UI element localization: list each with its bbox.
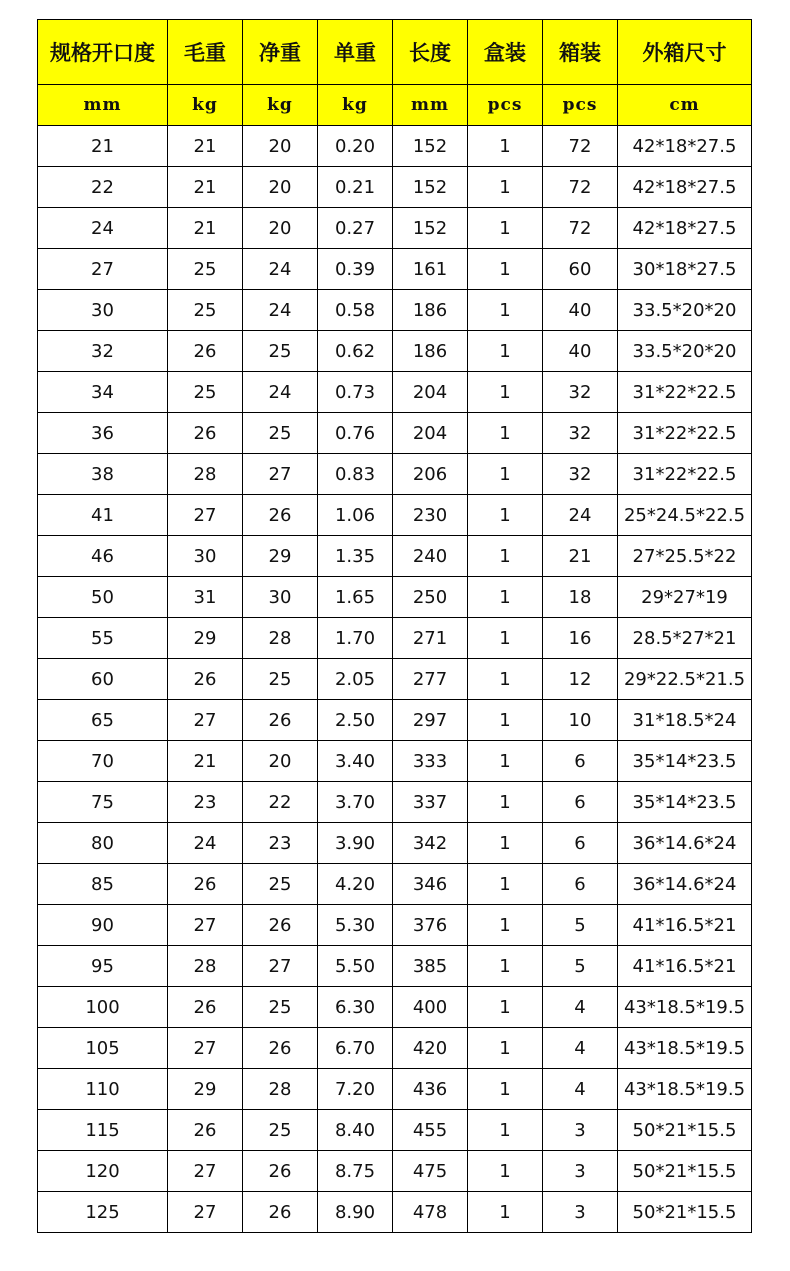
table-cell: 25 [243,659,318,700]
table-cell: 1 [468,413,543,454]
table-cell: 6 [543,741,618,782]
table-cell: 4 [543,987,618,1028]
table-cell: 105 [38,1028,168,1069]
table-cell: 3.40 [318,741,393,782]
table-cell: 27 [168,1192,243,1233]
table-cell: 186 [393,331,468,372]
table-cell: 43*18.5*19.5 [618,1028,752,1069]
table-cell: 42*18*27.5 [618,167,752,208]
table-cell: 250 [393,577,468,618]
table-cell: 3.70 [318,782,393,823]
table-row [38,290,752,331]
table-cell: 152 [393,167,468,208]
table-cell: 125 [38,1192,168,1233]
table-cell: 26 [168,659,243,700]
table-cell: 22 [243,782,318,823]
table-cell: 1 [468,700,543,741]
table-cell: 0.73 [318,372,393,413]
table-cell: 43*18.5*19.5 [618,987,752,1028]
table-cell: 42*18*27.5 [618,208,752,249]
table-cell: 24 [243,290,318,331]
table-cell: 1 [468,372,543,413]
table-cell: 24 [243,372,318,413]
table-cell: 1.70 [318,618,393,659]
table-cell: 30*18*27.5 [618,249,752,290]
table-cell: 206 [393,454,468,495]
table-cell: 28 [243,618,318,659]
table-cell: 110 [38,1069,168,1110]
table-row [38,208,752,249]
table-cell: 29*27*19 [618,577,752,618]
table-cell: 25 [243,1110,318,1151]
table-row [38,1192,752,1233]
table-cell: 26 [168,1110,243,1151]
unit-cell: cm [618,85,752,126]
table-cell: 436 [393,1069,468,1110]
table-cell: 26 [168,331,243,372]
table-cell: 23 [168,782,243,823]
table-cell: 8.90 [318,1192,393,1233]
table-row [38,823,752,864]
table-row [38,126,752,167]
table-cell: 2.05 [318,659,393,700]
table-cell: 337 [393,782,468,823]
unit-cell: kg [168,85,243,126]
table-cell: 8.75 [318,1151,393,1192]
table-cell: 27 [243,946,318,987]
table-cell: 31*22*22.5 [618,454,752,495]
table-row [38,618,752,659]
table-cell: 0.76 [318,413,393,454]
table-cell: 38 [38,454,168,495]
table-cell: 0.27 [318,208,393,249]
table-cell: 85 [38,864,168,905]
table-cell: 20 [243,167,318,208]
table-cell: 27 [168,1028,243,1069]
table-cell: 24 [543,495,618,536]
table-cell: 65 [38,700,168,741]
table-cell: 26 [168,987,243,1028]
table-cell: 30 [168,536,243,577]
table-cell: 1 [468,823,543,864]
table-cell: 25 [243,864,318,905]
table-cell: 28 [168,454,243,495]
table-cell: 1 [468,946,543,987]
table-row [38,372,752,413]
table-cell: 26 [243,1028,318,1069]
table-cell: 26 [243,1192,318,1233]
table-cell: 25 [243,987,318,1028]
table-cell: 40 [543,290,618,331]
table-cell: 50 [38,577,168,618]
header-cell: 箱装 [543,20,618,85]
table-row [38,946,752,987]
table-cell: 120 [38,1151,168,1192]
table-cell: 27 [168,495,243,536]
table-cell: 25 [243,331,318,372]
table-cell: 24 [38,208,168,249]
table-cell: 41*16.5*21 [618,946,752,987]
table-cell: 1 [468,741,543,782]
table-row [38,167,752,208]
table-row [38,987,752,1028]
table-row [38,1151,752,1192]
table-cell: 5 [543,905,618,946]
table-cell: 72 [543,126,618,167]
table-row [38,1110,752,1151]
table-cell: 27*25.5*22 [618,536,752,577]
table-row [38,577,752,618]
table-cell: 1 [468,1069,543,1110]
table-cell: 152 [393,208,468,249]
table-cell: 95 [38,946,168,987]
table-cell: 23 [243,823,318,864]
table-cell: 1 [468,659,543,700]
table-cell: 20 [243,208,318,249]
unit-cell: pcs [543,85,618,126]
table-cell: 3 [543,1151,618,1192]
table-cell: 72 [543,167,618,208]
table-cell: 43*18.5*19.5 [618,1069,752,1110]
table-cell: 385 [393,946,468,987]
table-cell: 0.20 [318,126,393,167]
table-cell: 29*22.5*21.5 [618,659,752,700]
table-cell: 16 [543,618,618,659]
table-cell: 75 [38,782,168,823]
table-cell: 60 [38,659,168,700]
table-cell: 0.62 [318,331,393,372]
table-cell: 12 [543,659,618,700]
table-cell: 5 [543,946,618,987]
table-cell: 29 [168,618,243,659]
table-cell: 50*21*15.5 [618,1110,752,1151]
table-cell: 31*22*22.5 [618,372,752,413]
table-cell: 1 [468,126,543,167]
table-cell: 297 [393,700,468,741]
table-cell: 1 [468,1192,543,1233]
table-cell: 46 [38,536,168,577]
unit-cell: mm [393,85,468,126]
table-cell: 2.50 [318,700,393,741]
table-row [38,495,752,536]
table-cell: 60 [543,249,618,290]
header-cell: 净重 [243,20,318,85]
table-cell: 1.35 [318,536,393,577]
table-cell: 6.30 [318,987,393,1028]
table-cell: 32 [543,413,618,454]
header-row [38,20,752,85]
table-cell: 29 [243,536,318,577]
table-cell: 27 [168,700,243,741]
table-cell: 18 [543,577,618,618]
table-cell: 6 [543,782,618,823]
table-cell: 30 [38,290,168,331]
table-cell: 33.5*20*20 [618,290,752,331]
table-cell: 1 [468,495,543,536]
table-row [38,782,752,823]
table-row [38,905,752,946]
table-cell: 1.06 [318,495,393,536]
table-cell: 30 [243,577,318,618]
table-cell: 152 [393,126,468,167]
table-cell: 1 [468,905,543,946]
table-cell: 1 [468,454,543,495]
table-row [38,1028,752,1069]
table-cell: 26 [243,905,318,946]
table-cell: 3.90 [318,823,393,864]
table-cell: 36*14.6*24 [618,823,752,864]
table-cell: 1 [468,782,543,823]
table-cell: 4.20 [318,864,393,905]
table-cell: 3 [543,1192,618,1233]
table-cell: 34 [38,372,168,413]
table-cell: 21 [168,208,243,249]
table-cell: 27 [168,905,243,946]
table-cell: 31*22*22.5 [618,413,752,454]
table-cell: 342 [393,823,468,864]
table-cell: 40 [543,331,618,372]
table-row [38,454,752,495]
table-cell: 33.5*20*20 [618,331,752,372]
table-cell: 5.30 [318,905,393,946]
table-cell: 27 [243,454,318,495]
table-cell: 25 [168,290,243,331]
unit-cell: kg [318,85,393,126]
table-cell: 24 [168,823,243,864]
table-cell: 1 [468,618,543,659]
table-cell: 4 [543,1028,618,1069]
table-cell: 333 [393,741,468,782]
table-cell: 20 [243,126,318,167]
table-cell: 72 [543,208,618,249]
table-cell: 6 [543,864,618,905]
table-cell: 21 [168,167,243,208]
table-cell: 346 [393,864,468,905]
table-cell: 8.40 [318,1110,393,1151]
table-cell: 4 [543,1069,618,1110]
table-cell: 1 [468,1110,543,1151]
table-cell: 1 [468,208,543,249]
table-cell: 26 [168,864,243,905]
table-cell: 186 [393,290,468,331]
table-cell: 475 [393,1151,468,1192]
table-row [38,864,752,905]
table-cell: 240 [393,536,468,577]
table-cell: 26 [168,413,243,454]
unit-cell: mm [38,85,168,126]
table-cell: 22 [38,167,168,208]
table-cell: 161 [393,249,468,290]
header-cell: 单重 [318,20,393,85]
table-cell: 3 [543,1110,618,1151]
table-cell: 28 [168,946,243,987]
table-row [38,413,752,454]
table-cell: 25 [168,372,243,413]
table-cell: 1 [468,331,543,372]
header-cell: 长度 [393,20,468,85]
table-cell: 7.20 [318,1069,393,1110]
table-cell: 50*21*15.5 [618,1151,752,1192]
table-cell: 80 [38,823,168,864]
table-cell: 70 [38,741,168,782]
table-cell: 1 [468,577,543,618]
table-cell: 1 [468,864,543,905]
table-cell: 25*24.5*22.5 [618,495,752,536]
table-body [38,126,752,1233]
table-cell: 41 [38,495,168,536]
table-cell: 25 [168,249,243,290]
table-row [38,700,752,741]
table-cell: 35*14*23.5 [618,741,752,782]
table-cell: 5.50 [318,946,393,987]
table-cell: 26 [243,700,318,741]
table-cell: 55 [38,618,168,659]
table-cell: 26 [243,1151,318,1192]
table-cell: 29 [168,1069,243,1110]
table-row [38,536,752,577]
table-row [38,249,752,290]
table-cell: 0.58 [318,290,393,331]
table-cell: 27 [38,249,168,290]
table-cell: 1 [468,249,543,290]
table-cell: 1 [468,290,543,331]
table-cell: 230 [393,495,468,536]
table-cell: 21 [168,126,243,167]
table-cell: 28.5*27*21 [618,618,752,659]
table-cell: 204 [393,372,468,413]
table-cell: 204 [393,413,468,454]
table-row [38,331,752,372]
table-cell: 21 [38,126,168,167]
table-cell: 455 [393,1110,468,1151]
table-row [38,659,752,700]
table-cell: 36 [38,413,168,454]
spec-table [37,19,752,1233]
table-cell: 1.65 [318,577,393,618]
table-cell: 0.21 [318,167,393,208]
table-cell: 42*18*27.5 [618,126,752,167]
table-cell: 400 [393,987,468,1028]
table-cell: 1 [468,167,543,208]
table-cell: 0.39 [318,249,393,290]
table-cell: 50*21*15.5 [618,1192,752,1233]
header-cell: 规格开口度 [38,20,168,85]
table-cell: 20 [243,741,318,782]
table-cell: 25 [243,413,318,454]
table-cell: 21 [168,741,243,782]
table-cell: 6.70 [318,1028,393,1069]
table-cell: 376 [393,905,468,946]
unit-cell: kg [243,85,318,126]
table-cell: 1 [468,987,543,1028]
unit-cell: pcs [468,85,543,126]
table-cell: 31*18.5*24 [618,700,752,741]
table-cell: 21 [543,536,618,577]
table-cell: 27 [168,1151,243,1192]
table-cell: 32 [543,372,618,413]
table-cell: 24 [243,249,318,290]
table-row [38,741,752,782]
table-cell: 1 [468,1028,543,1069]
table-cell: 1 [468,1151,543,1192]
header-cell: 毛重 [168,20,243,85]
table-cell: 271 [393,618,468,659]
units-row [38,85,752,126]
table-cell: 41*16.5*21 [618,905,752,946]
header-cell: 盒装 [468,20,543,85]
table-cell: 28 [243,1069,318,1110]
table-cell: 115 [38,1110,168,1151]
header-cell: 外箱尺寸 [618,20,752,85]
table-cell: 478 [393,1192,468,1233]
table-cell: 26 [243,495,318,536]
table-cell: 277 [393,659,468,700]
table-cell: 0.83 [318,454,393,495]
table-cell: 420 [393,1028,468,1069]
table-cell: 36*14.6*24 [618,864,752,905]
table-cell: 35*14*23.5 [618,782,752,823]
table-cell: 6 [543,823,618,864]
table-cell: 31 [168,577,243,618]
table-cell: 1 [468,536,543,577]
table-cell: 32 [38,331,168,372]
table-cell: 32 [543,454,618,495]
table-cell: 100 [38,987,168,1028]
table-row [38,1069,752,1110]
table-cell: 90 [38,905,168,946]
table-cell: 10 [543,700,618,741]
